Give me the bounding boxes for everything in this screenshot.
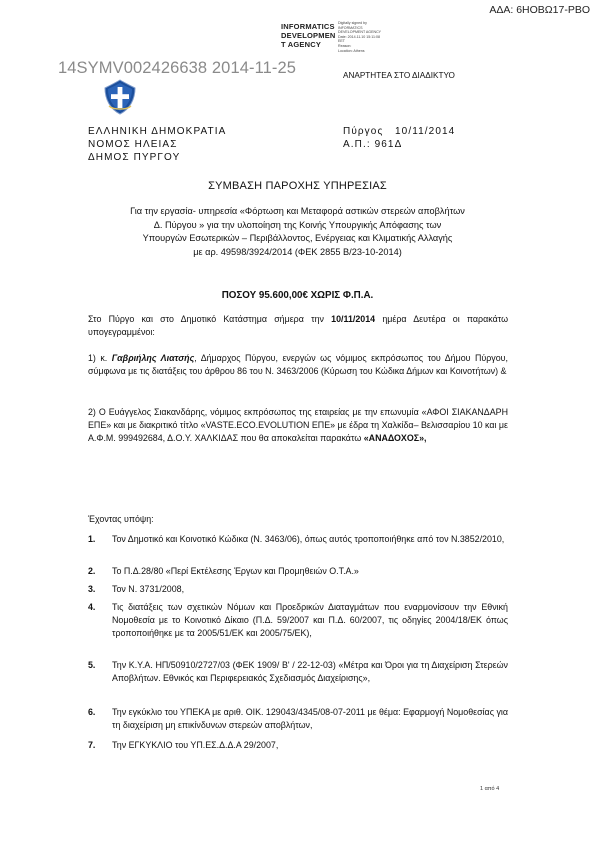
place-date: Πύργος 10/11/2014 — [343, 126, 456, 137]
list-item-text: Την εγκύκλιο του ΥΠΕΚΑ με αριθ. ΟΙΚ. 129043/4345/08-07-2011 με θέμα: Εφαρμογή Νομοθεσίας για τη διαχείριση μη επικίνδυνων στερεών αποβλήτων, — [112, 707, 508, 730]
party-one-text: , Δήμαρχος Πύργου, ενεργών ως νόμιμος εκπρόσωπος του Δήμου Πύργου, σύμφωνα με τις διατάξεις του άρθρου 86 του Ν. 3463/2006 (Κύρωση του Κώδικα Δήμων και Κοινοτήτων) & — [88, 353, 508, 376]
list-item — [88, 706, 508, 732]
signature-line: INFORMATICS — [338, 25, 363, 30]
issuer-block — [88, 125, 226, 164]
subject-line: Υπουργών Εσωτερικών – Περιβάλλοντος, Ενέργειας και Κλιματικής Αλλαγής — [142, 233, 453, 243]
list-item-number: 7. — [88, 740, 96, 750]
subject-line: Δ. Πύργου » για την υλοποίηση της Κοινής Υπουργικής Απόφασης των — [153, 219, 442, 230]
signer-line: INFORMATICS — [281, 22, 335, 31]
signature-line: Reason: — [338, 43, 352, 48]
list-item-number: 2. — [88, 566, 96, 576]
issuer-prefecture: ΝΟΜΟΣ ΗΛΕΙΑΣ — [88, 139, 178, 150]
list-item — [88, 533, 508, 546]
digital-signature-details — [338, 21, 381, 53]
list-item-text: Τον Δημοτικό και Κοινοτικό Κώδικα (Ν. 3463/06), όπως αυτός τροποποιήθηκε από τον Ν.3852/2010, — [112, 534, 505, 544]
intro-text: Στο Πύργο και στο Δημοτικό Κατάστημα σήμερα την — [88, 314, 332, 324]
intro-date: 10/11/2014 — [331, 314, 376, 324]
ada-code: ΑΔΑ: 6ΗΟΒΩ17-ΡΒΟ — [489, 4, 590, 16]
protocol-number: Α.Π.: 961Δ — [343, 139, 403, 150]
subject-line: με αρ. 49598/3924/2014 (ΦΕΚ 2855 Β/23-10-2014) — [193, 246, 402, 257]
document-stamp: 14SYMV002426638 2014-11-25 — [58, 59, 297, 77]
signature-line: Location: Athens — [338, 48, 365, 53]
document-title: ΣΥΜΒΑΣΗ ΠΑΡΟΧΗΣ ΥΠΗΡΕΣΙΑΣ — [208, 180, 387, 192]
page-number: 1 από 4 — [480, 786, 500, 792]
list-item-text: Τις διατάξεις των σχετικών Νόμων και Προεδρικών Διαταγμάτων που εναρμονίσουν την Εθνική Νομοθεσία με το Κοινοτικό Δίκαιο (Π.Δ. 59/2007 και Π.Δ. 60/2007, τις οδηγίες 2004/18/ΕΚ όπως τροποποιήθηκε με τα 2005/51/ΕΚ και 2005/75/ΕΚ), — [112, 602, 508, 638]
list-item-text: Την Κ.Υ.Α. ΗΠ/50910/2727/03 (ΦΕΚ 1909/ Β' / 22-12-03) «Μέτρα και Όροι για τη Διαχείριση Στερεών Αποβλήτων. Εθνικός και Περιφερειακός Σχεδιασμός Διαχείρισης», — [112, 660, 508, 683]
list-item — [88, 739, 508, 752]
issuer-country: ΕΛΛΗΝΙΚΗ ΔΗΜΟΚΡΑΤΙΑ — [88, 126, 227, 137]
contract-subject — [70, 205, 525, 259]
list-item-number: 3. — [88, 584, 96, 594]
party-two-paragraph — [88, 406, 508, 445]
list-item-number: 4. — [88, 602, 96, 612]
greek-emblem-icon — [103, 79, 137, 115]
party-two-text: 2) Ο Ευάγγελος Σιακανδάρης, νόμιμος εκπρόσωπος της εταιρείας με την επωνυμία «ΑΦΟΙ ΣΙΑΚΑΝΔΑΡΗ ΕΠΕ» και με διακριτικό τίτλο «VASTE.ECO.EVOLUTION ΕΠΕ» με έδρα τη Χαλκίδα– Βελισσαρίου 10 και με Α.Φ.Μ. 999492684, Δ.Ο.Υ. ΧΑΛΚΙΔΑΣ που θα αποκαλείται παρακάτω — [88, 407, 508, 443]
signature-line: EET — [338, 39, 345, 44]
list-item — [88, 565, 508, 578]
signature-line: DEVELOPMENT AGENCY — [338, 30, 382, 35]
issuer-municipality: ΔΗΜΟΣ ΠΥΡΓΟΥ — [88, 152, 181, 163]
list-item-number: 1. — [88, 534, 96, 544]
contract-amount: ΠΟΣΟΥ 95.600,00€ ΧΩΡΙΣ Φ.Π.Α. — [221, 290, 374, 301]
intro-paragraph — [88, 313, 508, 339]
posted-online-label: ΑΝΑΡΤΗΤΕΑ ΣΤΟ ΔΙΑΔΙΚΤΥΟ — [343, 71, 455, 80]
contractor-label: «ΑΝΑΔΟΧΟΣ», — [363, 433, 427, 443]
party-one-paragraph — [88, 352, 508, 378]
signer-line: DEVELOPMEN — [281, 31, 336, 40]
legal-basis-list — [88, 533, 508, 763]
subject-line: Για την εργασία- υπηρεσία «Φόρτωση και Μεταφορά αστικών στερεών αποβλήτων — [130, 206, 465, 216]
list-item — [88, 601, 508, 640]
date-reference-block — [343, 125, 455, 151]
party-one-prefix: 1) κ. — [88, 353, 112, 363]
list-item-text: Το Π.Δ.28/80 «Περί Εκτέλεσης Έργων και Προμηθειών Ο.Τ.Α.» — [112, 566, 359, 576]
list-item-text: Την ΕΓΚΥΚΛΙΟ του ΥΠ.ΕΣ.Δ.Δ.Α 29/2007, — [112, 740, 279, 750]
list-item — [88, 659, 508, 685]
signature-line: Digitally signed by — [338, 21, 367, 25]
intro-text-end: ημέρα Δευτέρα οι παρακάτω υπογεγραμμένοι: — [88, 314, 509, 337]
list-item-number: 5. — [88, 660, 96, 670]
list-item-number: 6. — [88, 707, 96, 717]
considering-heading: Έχοντας υπόψη: — [88, 514, 154, 524]
signer-line: T AGENCY — [281, 40, 322, 49]
signer-organization — [281, 22, 336, 49]
list-item-text: Τον Ν. 3731/2008, — [112, 584, 185, 594]
signature-line: Date: 2014.11.10 15:11:08 — [338, 34, 381, 39]
list-item — [88, 583, 508, 596]
mayor-name: Γαβριήλης Λιατσής — [111, 353, 195, 363]
